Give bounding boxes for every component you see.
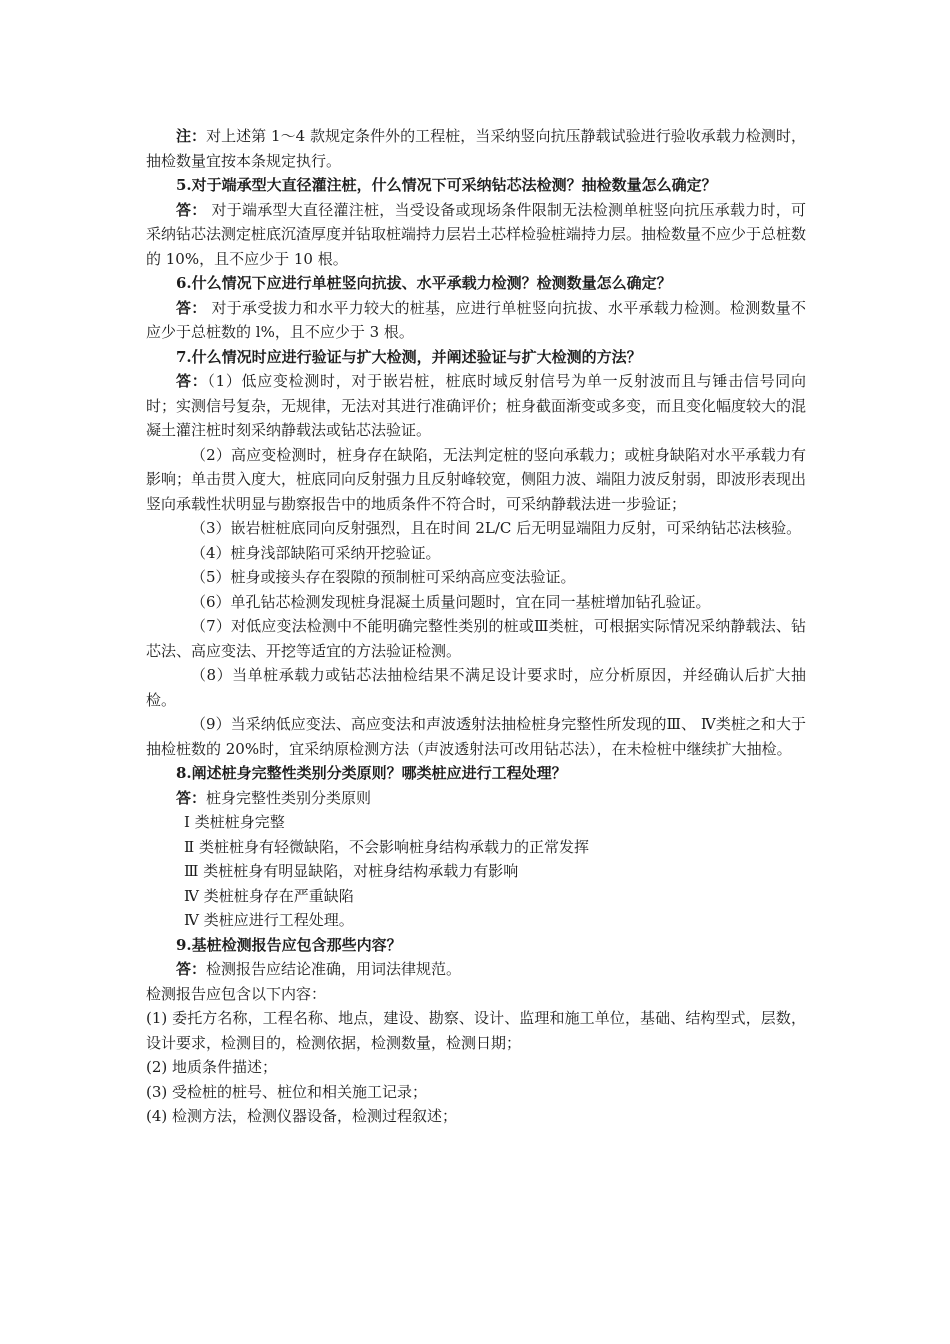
answer-9-item: (3) 受检桩的桩号、桩位和相关施工记录； xyxy=(146,1082,428,1101)
question-6: 6.什么情况下应进行单桩竖向抗拔、水平承载力检测？检测数量怎么确定？ xyxy=(176,274,672,292)
answer-label: 答： xyxy=(176,960,207,978)
answer-8 xyxy=(146,786,806,811)
answer-9-item: (2) 地质条件描述； xyxy=(146,1058,278,1076)
answer-8-item: Ⅱ 类桩桩身有轻微缺陷，不会影响桩身结构承载力的正常发挥 xyxy=(184,837,589,856)
answer-label: 答： xyxy=(176,788,207,807)
answer-8-item: Ⅳ 类桩桩身存在严重缺陷 xyxy=(184,886,354,905)
answer-5 xyxy=(146,198,806,272)
answer-label: 答： xyxy=(176,200,207,219)
answer-6 xyxy=(146,296,806,345)
answer-label: 答： xyxy=(176,298,207,317)
note-label: 注： xyxy=(176,127,207,145)
answer-label: 答： xyxy=(176,372,208,390)
answer-8-item: Ⅲ 类桩桩身有明显缺陷，对桩身结构承载力有影响 xyxy=(184,862,519,880)
question-5: 5.对于端承型大直径灌注桩，什么情况下可采纳钻芯法检测？抽检数量怎么确定？ xyxy=(176,176,717,194)
question-9: 9.基桩检测报告应包含那些内容？ xyxy=(176,935,402,954)
answer-text: 对于承受拔力和水平力较大的桩基，应进行单桩竖向抗拔、水平承载力检测。检测数量不应少于总桩数的 l%，且不应少于 3 根。 xyxy=(146,298,806,341)
answer-7-item: （9）当采纳低应变法、高应变法和声波透射法抽检桩身完整性所发现的Ⅲ、 Ⅳ类桩之和大于抽检桩数的 20%时，宜采纳原检测方法（声波透射法可改用钻芯法），在未检桩中继续扩大抽检。 xyxy=(146,715,806,758)
answer-9-item: (1) 委托方名称，工程名称、地点，建设、勘察、设计、监理和施工单位，基础、结构型式，层数，设计要求，检测目的，检测依据，检测数量，检测日期； xyxy=(146,1009,806,1052)
answer-7-item: （2）高应变检测时，桩身存在缺陷，无法判定桩的竖向承载力；或桩身缺陷对水平承载力有影响；单击贯入度大，桩底同向反射强力且反射峰较宽，侧阻力波、端阻力波反射弱，即波形表现出竖向承载性状明显与勘察报告中的地质条件不符合时，可采纳静载法进一步验证； xyxy=(146,445,807,513)
answer-text: 检测报告应结论准确，用词法律规范。 xyxy=(206,960,462,978)
answer-text: 对于端承型大直径灌注桩，当受设备或现场条件限制无法检测单桩竖向抗压承载力时，可采纳钻芯法测定桩底沉渣厚度并钻取桩端持力层岩土芯样检验桩端持力层。抽检数量不应少于总桩数的 10%，且不应少于 10 根。 xyxy=(146,200,807,268)
answer-text: （1）低应变检测时，对于嵌岩桩，桩底时域反射信号为单一反射波而且与锤击信号同向时；实测信号复杂，无规律，无法对其进行准确评价；桩身截面渐变或多变，而且变化幅度较大的混凝土灌注桩时刻采纳静载法或钻芯法验证。 xyxy=(146,372,807,439)
answer-8-item: Ⅳ 类桩应进行工程处理。 xyxy=(184,911,354,929)
answer-7-item: （4）桩身浅部缺陷可采纳开挖验证。 xyxy=(191,543,441,562)
answer-9-intro: 检测报告应包含以下内容： xyxy=(146,984,327,1003)
note-paragraph xyxy=(146,124,806,173)
answer-7-item: （3）嵌岩桩桩底同向反射强烈，且在时间 2L/C 后无明显端阻力反射，可采纳钻芯法核验。 xyxy=(191,519,802,537)
answer-7-item: （6）单孔钻芯检测发现桩身混凝土质量问题时，宜在同一基桩增加钻孔验证。 xyxy=(191,592,711,611)
document-body xyxy=(146,124,806,1129)
answer-7 xyxy=(146,369,806,443)
answer-9 xyxy=(146,957,806,982)
answer-8-item: Ⅰ 类桩桩身完整 xyxy=(184,813,285,831)
answer-7-item: （7）对低应变法检测中不能明确完整性类别的桩或Ⅲ类桩，可根据实际情况采纳静载法、钻芯法、高应变法、开挖等适宜的方法验证检测。 xyxy=(146,617,806,660)
question-7: 7.什么情况时应进行验证与扩大检测，并阐述验证与扩大检测的方法？ xyxy=(176,347,642,366)
answer-7-item: （8）当单桩承载力或钻芯法抽检结果不满足设计要求时，应分析原因，并经确认后扩大抽检。 xyxy=(146,666,806,709)
question-8: 8.阐述桩身完整性类别分类原则？哪类桩应进行工程处理？ xyxy=(176,764,567,782)
note-text: 对上述第 1～4 款规定条件外的工程桩，当采纳竖向抗压静载试验进行验收承载力检测时，抽检数量宜按本条规定执行。 xyxy=(146,127,806,170)
answer-9-item: (4) 检测方法，检测仪器设备，检测过程叙述； xyxy=(146,1107,458,1125)
answer-7-item: （5）桩身或接头存在裂隙的预制桩可采纳高应变法验证。 xyxy=(191,568,576,586)
answer-text: 桩身完整性类别分类原则 xyxy=(206,788,372,807)
